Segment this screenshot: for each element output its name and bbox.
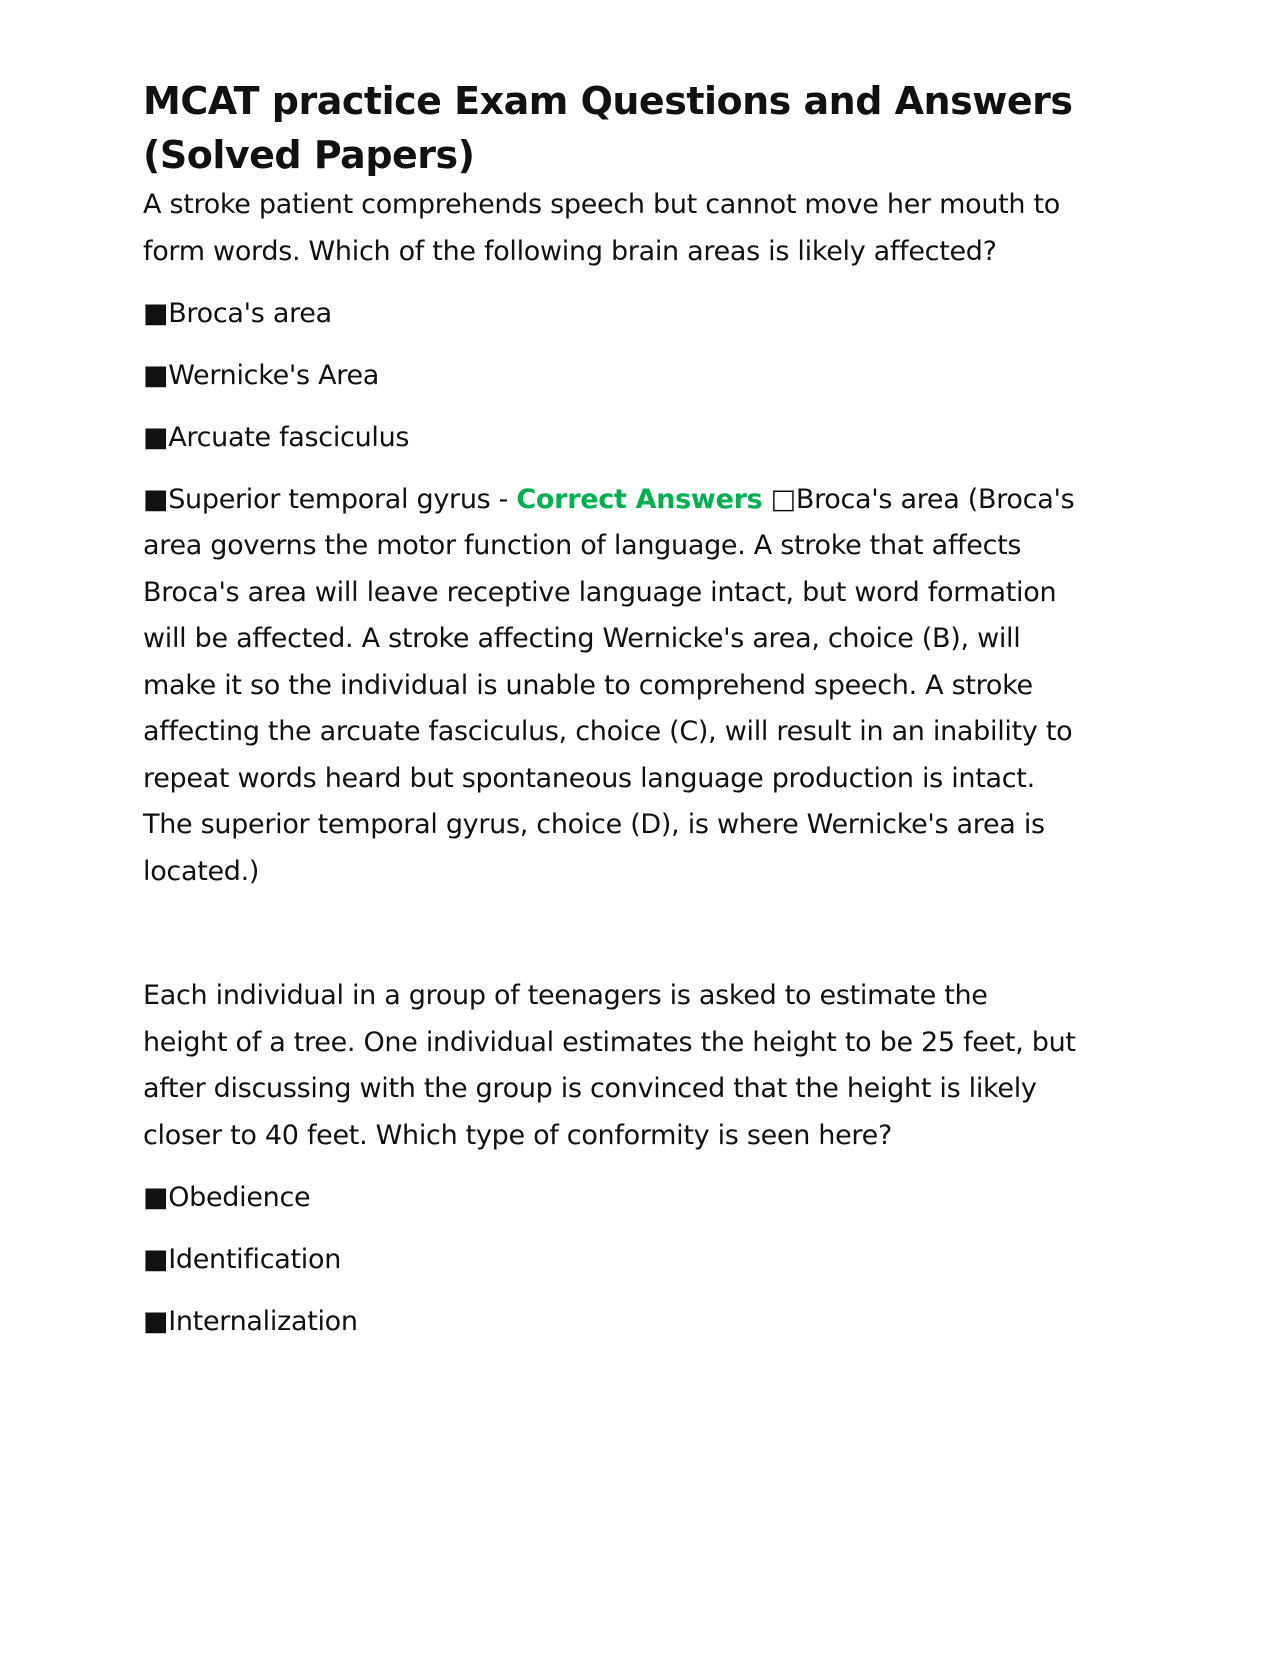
question-2-option-c: ■Internalization (143, 1305, 358, 1337)
document-title: MCAT practice Exam Questions and Answers (Solved Papers) (143, 79, 1073, 177)
question-1-option-a: ■Broca's area (143, 297, 332, 329)
question-1-text: A stroke patient comprehends speech but cannot move her mouth to form words. Which of the following brain areas is likely affected? (143, 189, 1061, 267)
question-1-option-b: ■Wernicke's Area (143, 359, 380, 391)
correct-answers-label: Correct Answers (516, 483, 763, 515)
question-2-text: Each individual in a group of teenagers is asked to estimate the height of a tree. One individual estimates the height to be 25 feet, but after discussing with the group is convinced that the height is likely closer to 40 feet. Which type of conformity is seen here? (143, 980, 1076, 1151)
question-2-option-b: ■Identification (143, 1243, 342, 1275)
question-1-option-d: ■Superior temporal gyrus - (143, 483, 517, 515)
question-1-option-c: ■Arcuate fasciculus (143, 421, 410, 453)
question-2-option-a: ■Obedience (143, 1181, 311, 1213)
question-1-option-d-and-answer (143, 477, 1078, 896)
document-content (143, 74, 1078, 1345)
question-1-explanation: □Broca's area (Broca's area governs the motor function of language. A stroke that affects Broca's area will leave receptive language intact, but word formation will be affected. A stroke affecting Wernicke's area, choice (B), will make it so the individual is unable to comprehend speech. A stroke affecting the arcuate fasciculus, choice (C), will result in an inability to repeat words heard but spontaneous language production is intact. The superior temporal gyrus, choice (D), is where Wernicke's area is located.) (143, 483, 1075, 887)
